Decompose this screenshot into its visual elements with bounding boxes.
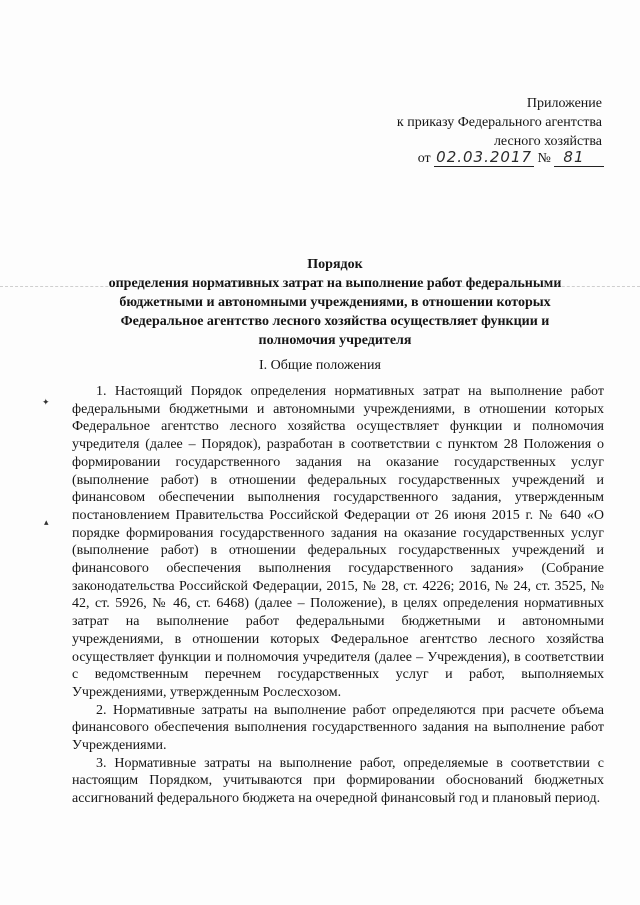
title-line-3: бюджетными и автономными учреждениями, в отношении которых — [119, 295, 551, 310]
order-date-number-line — [418, 148, 604, 167]
paragraph-2: 2. Нормативные затраты на выполнение работ определяются при расчете объема финансового обеспечения выполнения государственного задания на выполнение работ Учреждениями. — [72, 702, 604, 754]
document-title — [80, 255, 590, 350]
number-label: № — [537, 151, 551, 166]
order-number: 81 — [563, 148, 585, 166]
title-line-4: Федеральное агентство лесного хозяйства осуществляет функции и — [120, 314, 550, 329]
title-line-5: полномочия учредителя — [258, 333, 412, 348]
order-reference: к приказу Федерального агентства — [396, 115, 602, 130]
order-date: 02.03.2017 — [436, 148, 533, 166]
document-body — [72, 383, 604, 808]
appendix-label: Приложение — [526, 96, 602, 111]
agency-name: лесного хозяйства — [493, 134, 602, 149]
from-label: от — [417, 151, 431, 166]
margin-mark: ✦ — [42, 398, 50, 408]
title-line-1: Порядок — [307, 257, 363, 272]
title-line-2: определения нормативных затрат на выполнение работ федеральными — [108, 276, 562, 291]
header-block — [362, 94, 602, 151]
order-number-field — [554, 148, 604, 167]
section-heading: I. Общие положения — [259, 358, 381, 373]
order-date-field — [434, 148, 534, 167]
paragraph-1: 1. Настоящий Порядок определения нормативных затрат на выполнение работ федеральными бюджетными и автономными учреждениями, в отношении которых Федеральное агентство лесного хозяйства осуществляет функции и полномочия учредителя (далее – Порядок), разработан в соответствии с пунктом 28 Положения о формировании государственного задания на оказание государственных услуг (выполнение работ) в отношении федеральных государственных учреждений и финансовом обеспечении выполнения государственного задания, утвержденным постановлением Правительства Российской Федерации от 26 июня 2015 г. № 640 «О порядке формирования государственного задания на оказание государственных услуг (выполнение работ) в отношении федеральных государственных учреждений и финансового обеспечения выполнения государственного задания» (Собрание законодательства Российской Федерации, 2015, № 28, ст. 4226; 2016, № 24, ст. 3525, № 42, ст. 5926, № 46, ст. 6468) (далее – Положение), в целях определения нормативных затрат на выполнение работ федеральными бюджетными и автономными учреждениями, в отношении которых Федеральное агентство лесного хозяйства осуществляет функции и полномочия учредителя (далее – Учреждения), в соответствии с ведомственным перечнем государственных услуг и работ, выполняемых Учреждениями, утвержденным Рослесхозом. — [72, 384, 604, 700]
margin-mark: ▴ — [44, 518, 49, 528]
paragraph-3: 3. Нормативные затраты на выполнение работ, определяемые в соответствии с настоящим Порядком, учитываются при формировании обоснований бюджетных ассигнований федерального бюджета на очередной финансовый год и плановый период. — [72, 755, 604, 807]
